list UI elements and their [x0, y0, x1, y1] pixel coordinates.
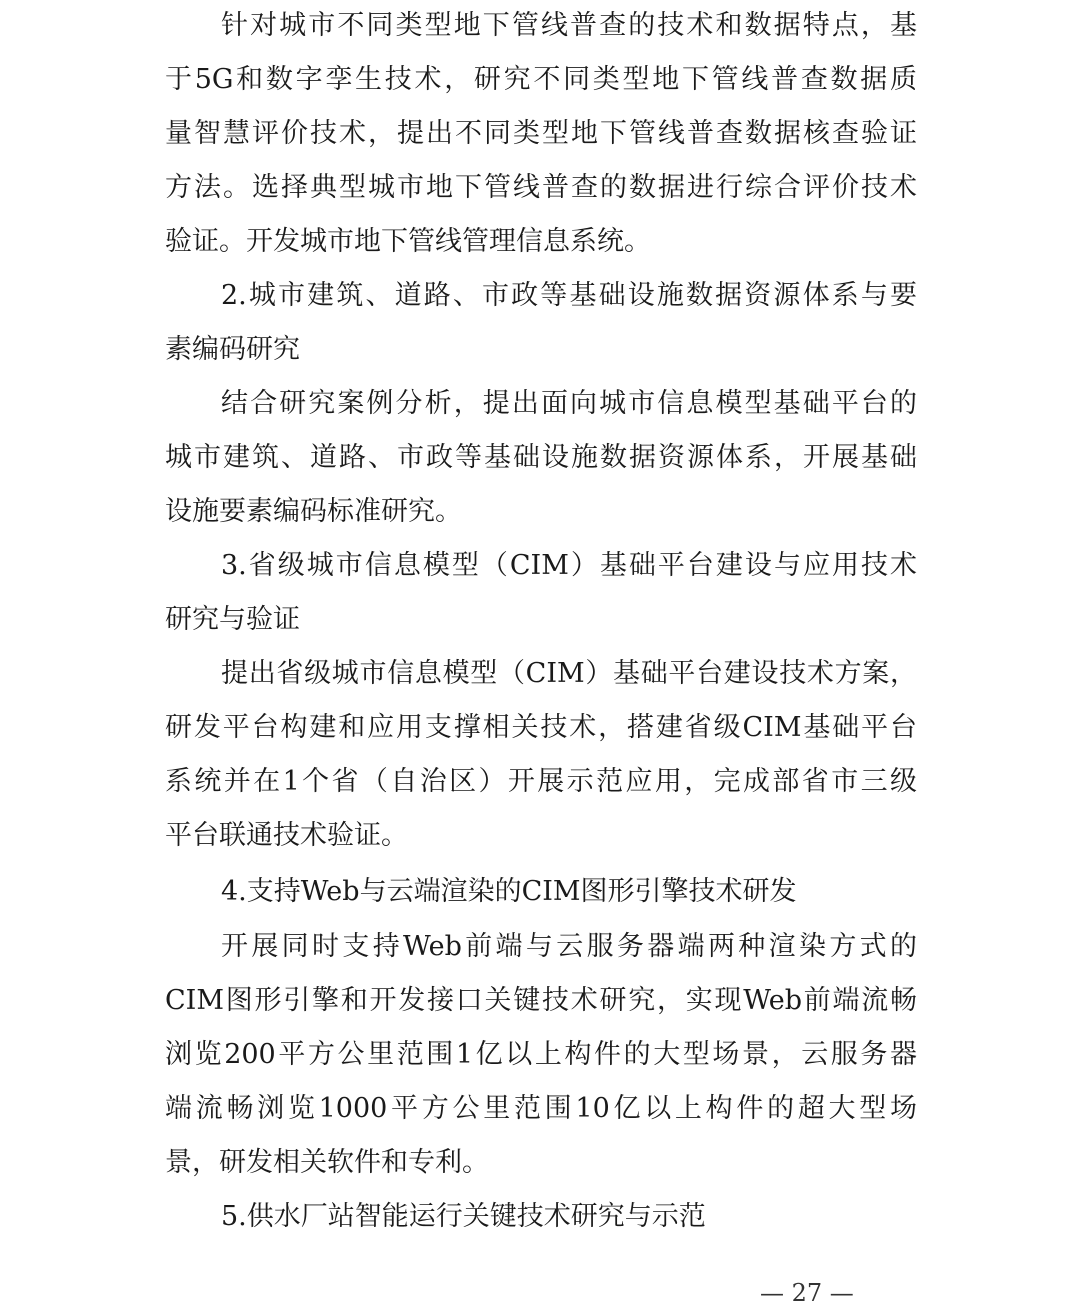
- text-line: 方法。选择典型城市地下管线普查的数据进行综合评价技术: [165, 172, 917, 203]
- text-line: 验证。开发城市地下管线管理信息系统。: [165, 226, 651, 257]
- text-line: 系统并在1个省（自治区）开展示范应用，完成部省市三级: [165, 766, 917, 797]
- text-line: 结合研究案例分析，提出面向城市信息模型基础平台的: [221, 388, 917, 419]
- page-number: — 27 —: [760, 1279, 854, 1307]
- text-line: 量智慧评价技术，提出不同类型地下管线普查数据核查验证: [165, 118, 917, 149]
- text-line: 设施要素编码标准研究。: [165, 496, 462, 527]
- text-line: CIM图形引擎和开发接口关键技术研究，实现Web前端流畅: [165, 985, 917, 1016]
- section-heading: 素编码研究: [165, 334, 300, 365]
- section-heading: 4.支持Web与云端渲染的CIM图形引擎技术研发: [221, 876, 797, 907]
- text-line: 浏览200平方公里范围1亿以上构件的大型场景，云服务器: [165, 1039, 917, 1070]
- text-line: 端流畅浏览1000平方公里范围10亿以上构件的超大型场: [165, 1093, 917, 1124]
- text-line: 于5G和数字孪生技术，研究不同类型地下管线普查数据质: [165, 64, 917, 95]
- section-heading: 2.城市建筑、道路、市政等基础设施数据资源体系与要: [221, 280, 917, 311]
- text-line: 提出省级城市信息模型（CIM）基础平台建设技术方案，: [221, 658, 917, 689]
- section-heading: 3.省级城市信息模型（CIM）基础平台建设与应用技术: [221, 550, 917, 581]
- text-line: 平台联通技术验证。: [165, 820, 408, 851]
- text-line: 开展同时支持Web前端与云服务器端两种渲染方式的: [221, 931, 917, 962]
- text-line: 研发平台构建和应用支撑相关技术，搭建省级CIM基础平台: [165, 712, 917, 743]
- text-line: 景，研发相关软件和专利。: [165, 1147, 489, 1178]
- text-line: 针对城市不同类型地下管线普查的技术和数据特点，基: [221, 10, 917, 41]
- section-heading: 5.供水厂站智能运行关键技术研究与示范: [221, 1201, 706, 1232]
- section-heading: 研究与验证: [165, 604, 300, 635]
- text-line: 城市建筑、道路、市政等基础设施数据资源体系，开展基础: [165, 442, 917, 473]
